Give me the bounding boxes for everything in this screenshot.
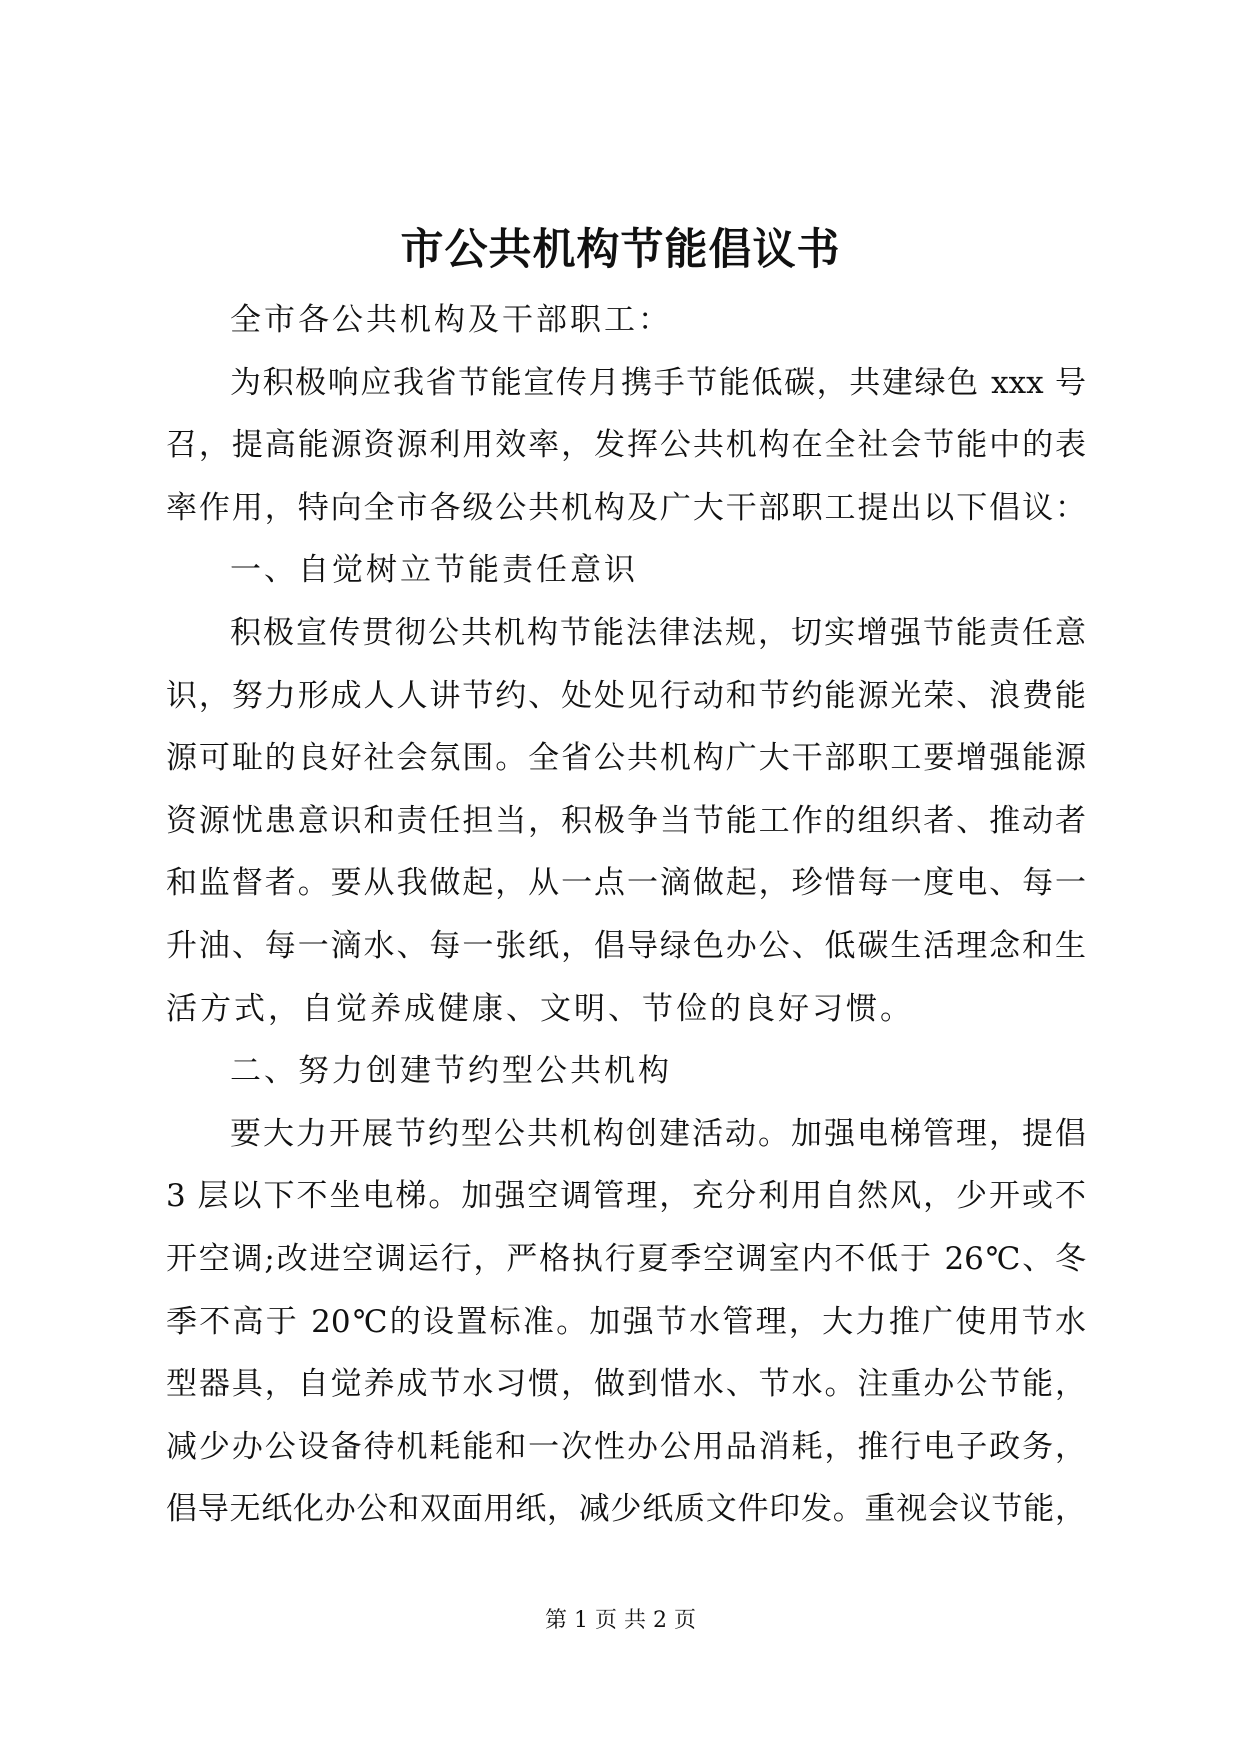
paragraph-line: 源可耻的良好社会氛围。全省公共机构广大干部职工要增强能源	[166, 740, 1086, 777]
paragraph-line: 率作用，特向全市各级公共机构及广大干部职工提出以下倡议：	[166, 489, 1086, 526]
paragraph-line: 识，努力形成人人讲节约、处处见行动和节约能源光荣、浪费能	[166, 677, 1086, 714]
paragraph-line: 开空调;改进空调运行，严格执行夏季空调室内不低于 26℃、冬	[166, 1240, 1086, 1277]
page-number-footer: 第 1 页 共 2 页	[545, 1608, 696, 1633]
paragraph-line: 3 层以下不坐电梯。加强空调管理，充分利用自然风，少开或不	[166, 1178, 1086, 1215]
salutation-line: 全市各公共机构及干部职工：	[230, 302, 672, 338]
paragraph-line: 要大力开展节约型公共机构创建活动。加强电梯管理，提倡	[230, 1115, 1086, 1152]
paragraph-line: 季不高于 20℃的设置标准。加强节水管理，大力推广使用节水	[166, 1303, 1086, 1340]
section-heading-2: 二、努力创建节约型公共机构	[230, 1053, 672, 1090]
paragraph-line: 积极宣传贯彻公共机构节能法律法规，切实增强节能责任意	[230, 614, 1086, 651]
paragraph-line: 升油、每一滴水、每一张纸，倡导绿色办公、低碳生活理念和生	[166, 927, 1086, 964]
document-body	[166, 289, 1086, 1541]
paragraph-line: 召，提高能源资源利用效率，发挥公共机构在全社会节能中的表	[166, 427, 1086, 464]
paragraph-line: 和监督者。要从我做起，从一点一滴做起，珍惜每一度电、每一	[166, 865, 1086, 902]
paragraph-line: 倡导无纸化办公和双面用纸，减少纸质文件印发。重视会议节能，	[166, 1491, 1086, 1528]
paragraph-line: 型器具，自觉养成节水习惯，做到惜水、节水。注重办公节能，	[166, 1366, 1086, 1403]
paragraph-line: 资源忧患意识和责任担当，积极争当节能工作的组织者、推动者	[166, 802, 1086, 839]
section-heading-1: 一、自觉树立节能责任意识	[230, 552, 638, 589]
paragraph-line: 为积极响应我省节能宣传月携手节能低碳，共建绿色 xxx 号	[230, 364, 1086, 401]
document-title: 市公共机构节能倡议书	[400, 225, 841, 275]
paragraph-line: 减少办公设备待机耗能和一次性办公用品消耗，推行电子政务，	[166, 1428, 1086, 1465]
paragraph-line: 活方式，自觉养成健康、文明、节俭的良好习惯。	[166, 990, 914, 1027]
